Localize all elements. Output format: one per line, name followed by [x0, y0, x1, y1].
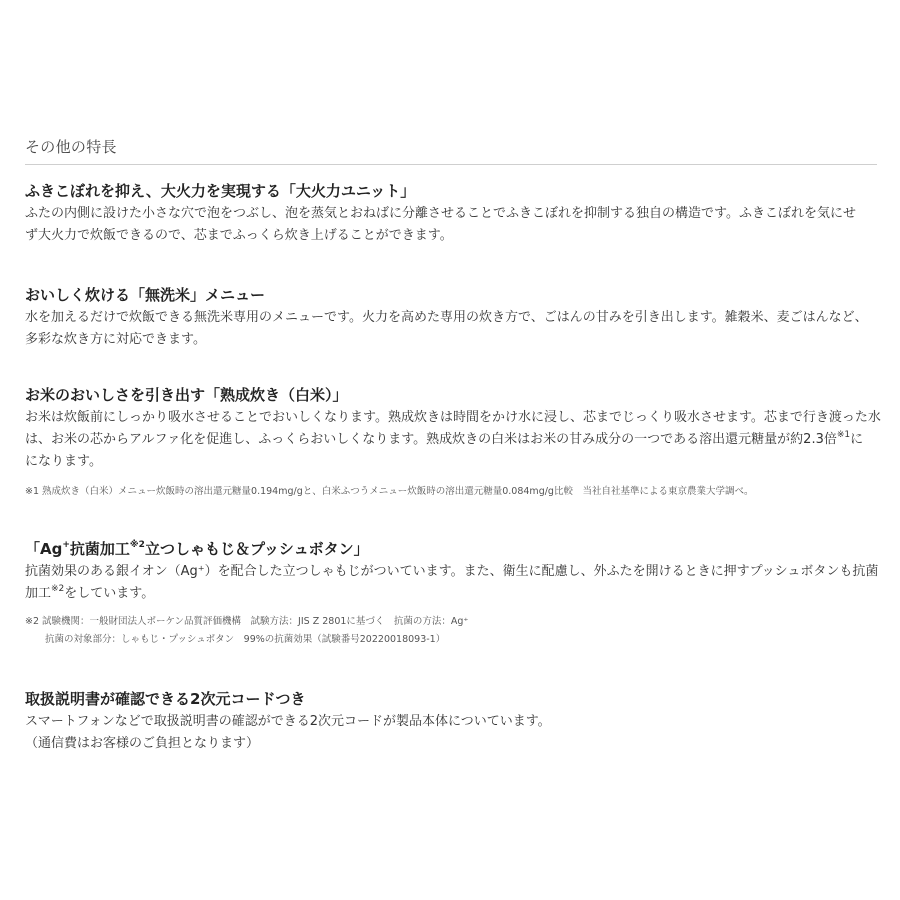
feature-text-line: 多彩な炊き方に対応できます。 — [25, 332, 206, 347]
feature-jukusei-daki — [25, 384, 881, 501]
feature-text-line: ふたの内側に設けた小さな穴で泡をつぶし、泡を蒸気とおねばに分離させることでふきこぼれを抑制する独自の構造です。ふきこぼれを気にせ — [25, 206, 856, 221]
feature-description — [25, 307, 877, 351]
title-segment: 立つしゃもじ＆プッシュボタン」 — [144, 540, 369, 558]
feature-title: ふきこぼれを抑え、大火力を実現する「大火力ユニット」 — [25, 182, 416, 200]
feature-description — [25, 561, 877, 605]
footnote-line: ※2 試験機関：一般財団法人ボーケン品質評価機構 試験方法：JIS Z 2801に基づく 抗菌の方法：Ag⁺ — [25, 616, 469, 627]
feature-flame-unit — [25, 180, 877, 247]
feature-description — [25, 711, 877, 755]
footnote-line: 抗菌の対象部分：しゃもじ・プッシュボタン 99%の抗菌効果（試験番号20220018093-1） — [45, 634, 446, 645]
superscript: + — [62, 540, 70, 550]
title-segment: 「Ag — [25, 540, 63, 558]
feature-text-line: になります。 — [25, 454, 102, 469]
feature-description — [25, 407, 881, 473]
feature-text-segment: をしています。 — [64, 586, 155, 601]
feature-text-line: 水を加えるだけで炊飯できる無洗米専用のメニューです。火力を高めた専用の炊き方で、ごはんの甘みを引き出します。雑穀米、麦ごはんなど、 — [25, 310, 868, 325]
feature-title — [25, 538, 877, 560]
feature-text-line: 抗菌効果のある銀イオン（Ag⁺）を配合した立つしゃもじがついています。また、衛生に配慮し、外ふたを開けるときに押すプッシュボタンも抗菌 — [25, 564, 879, 579]
feature-musenmai-menu — [25, 284, 877, 351]
feature-text-segment: は、お米の芯からアルファ化を促進し、ふっくらおいしくなります。熟成炊きの白米はお米の甘み成分の一つである溶出還元糖量が約2.3倍 — [25, 432, 837, 447]
feature-text-line: スマートフォンなどで取扱説明書の確認ができる2次元コードが製品本体についています。 — [25, 714, 551, 729]
footnote: ※1 熟成炊き（白米）メニュー炊飯時の溶出還元糖量0.194mg/gと、白米ふつうメニュー炊飯時の溶出還元糖量0.084mg/g比較 当社自社基準による東京農業大学調べ。 — [25, 486, 754, 497]
feature-title: お米のおいしさを引き出す「熟成炊き（白米）」 — [25, 386, 348, 404]
footnote-ref: ※2 — [129, 540, 145, 550]
feature-description — [25, 203, 877, 247]
feature-text-segment: 加工 — [25, 586, 52, 601]
feature-text-line: ず大火力で炊飯できるので、芯までふっくら炊き上げることができます。 — [25, 228, 453, 243]
section-title: その他の特長 — [25, 138, 117, 156]
feature-text-line: お米は炊飯前にしっかり吸水させることでおいしくなります。熟成炊きは時間をかけ水に浸し、芯までじっくり吸水させます。芯まで行き渡った水 — [25, 410, 881, 425]
feature-title: 取扱説明書が確認できる2次元コードつき — [25, 690, 306, 708]
feature-text-segment: に — [850, 432, 864, 447]
feature-antibacterial-shamoji — [25, 538, 877, 649]
feature-text-line: （通信費はお客様のご負担となります） — [25, 736, 260, 751]
footnote-ref: ※1 — [836, 429, 851, 440]
footnote-ref: ※2 — [51, 583, 65, 594]
feature-title: おいしく炊ける「無洗米」メニュー — [25, 286, 266, 304]
feature-text-line — [25, 429, 877, 451]
footnote — [25, 613, 877, 649]
feature-2d-code — [25, 688, 877, 755]
section-divider — [25, 164, 877, 165]
feature-text-line — [25, 583, 877, 605]
title-segment: 抗菌加工 — [69, 540, 130, 558]
